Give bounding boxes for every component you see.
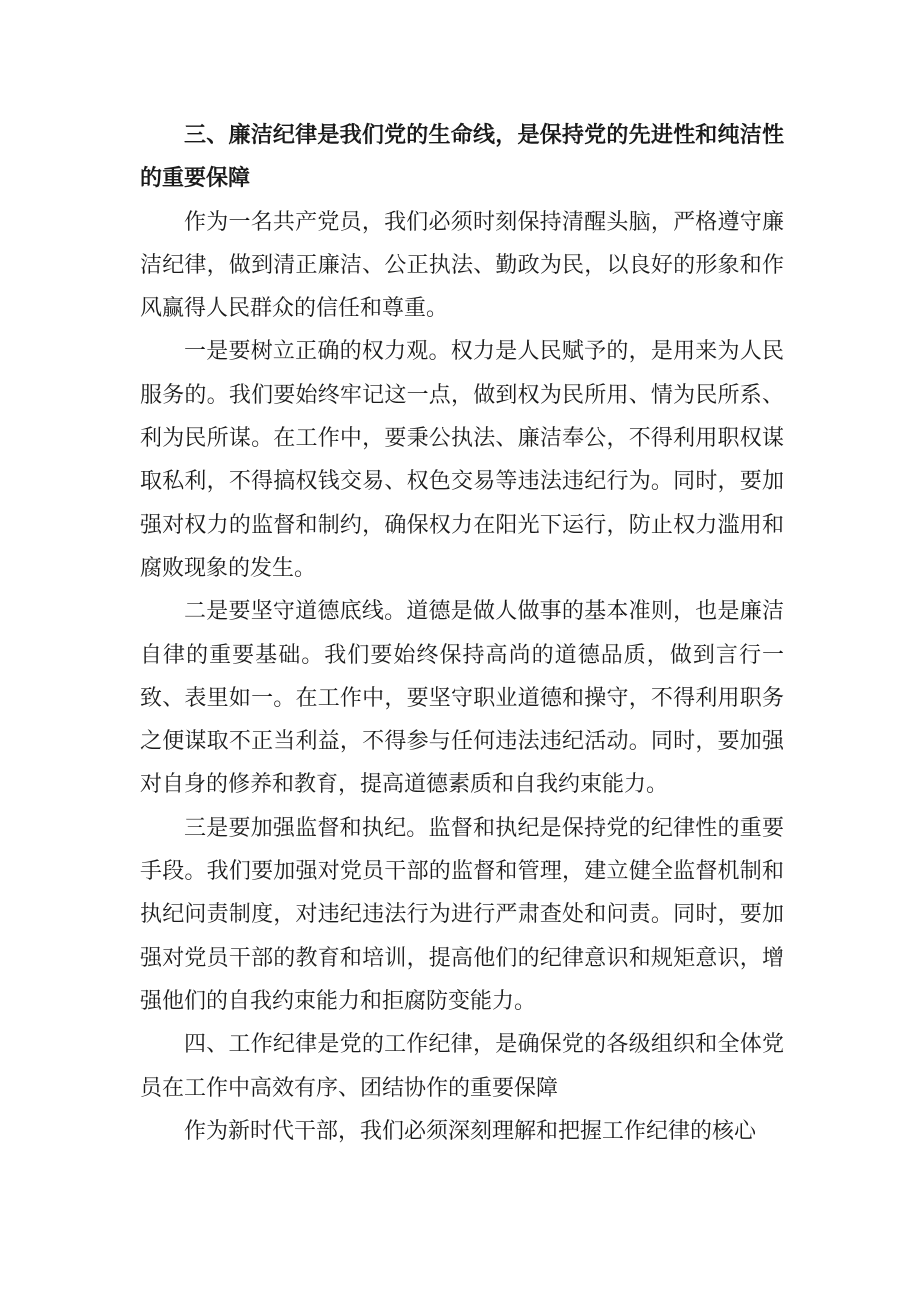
paragraph-point-two: 二是要坚守道德底线。道德是做人做事的基本准则，也是廉洁自律的重要基础。我们要始终保持高尚的道德品质，做到言行一致、表里如一。在工作中，要坚守职业道德和操守，不得利用职务之便谋取不正当利益，不得参与任何违法违纪活动。同时，要加强对自身的修养和教育，提高道德素质和自我约束能力。	[140, 599, 784, 798]
paragraph-point-three: 三是要加强监督和执纪。监督和执纪是保持党的纪律性的重要手段。我们要加强对党员干部的监督和管理，建立健全监督机制和执纪问责制度，对违纪违法行为进行严肃查处和问责。同时，要加强对党员干部的教育和培训，提高他们的纪律意识和规矩意识，增强他们的自我约束能力和拒腐防变能力。	[140, 815, 784, 1014]
paragraph-intro: 作为一名共产党员，我们必须时刻保持清醒头脑，严格遵守廉洁纪律，做到清正廉洁、公正执法、勤政为民，以良好的形象和作风赢得人民群众的信任和尊重。	[140, 209, 784, 322]
paragraph-section-four-intro: 作为新时代干部，我们必须深刻理解和把握工作纪律的核心	[184, 1118, 757, 1144]
paragraph-point-one: 一是要树立正确的权力观。权力是人民赋予的，是用来为人民服务的。我们要始终牢记这一点，做到权为民所用、情为民所系、利为民所谋。在工作中，要秉公执法、廉洁奉公，不得利用职权谋取私利，不得搞权钱交易、权色交易等违法违纪行为。同时，要加强对权力的监督和制约，确保权力在阳光下运行，防止权力滥用和腐败现象的发生。	[140, 339, 784, 581]
section-heading-four: 四、工作纪律是党的工作纪律，是确保党的各级组织和全体党员在工作中高效有序、团结协作的重要保障	[140, 1032, 784, 1101]
section-heading-three: 三、廉洁纪律是我们党的生命线，是保持党的先进性和纯洁性的重要保障	[140, 123, 784, 192]
document-body	[140, 114, 784, 1153]
